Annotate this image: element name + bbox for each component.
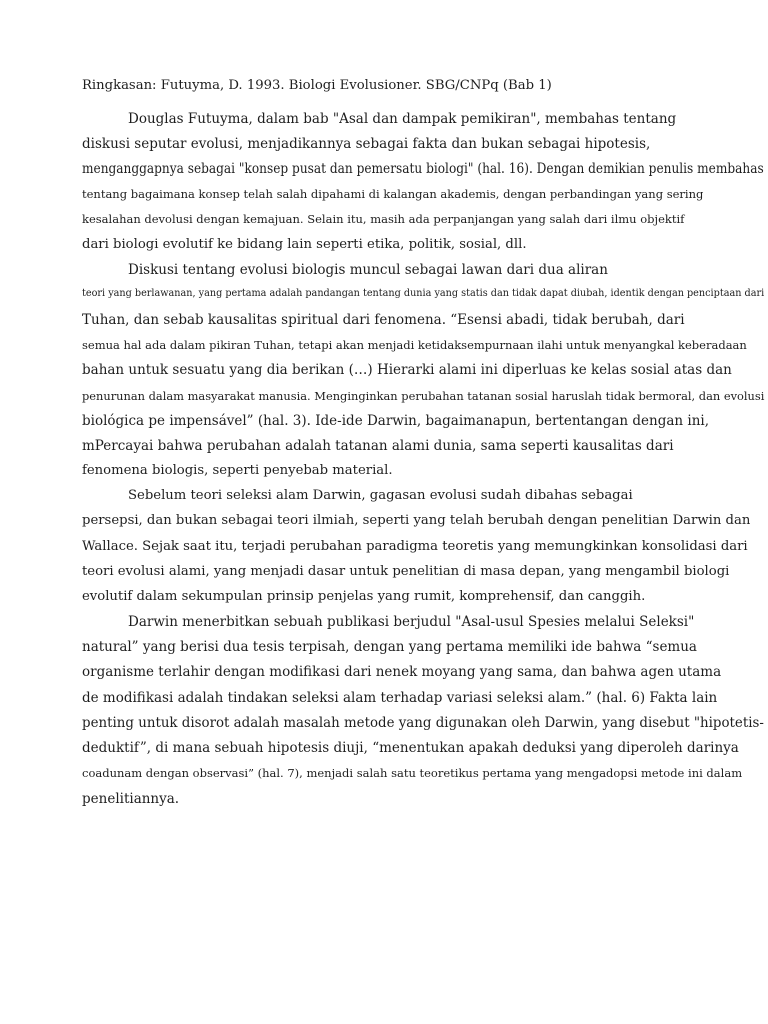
text-line: persepsi, dan bukan sebagai teori ilmiah, seperti yang telah berubah dengan penelitian Darwin dan [82, 513, 751, 528]
text-line: Wallace. Sejak saat itu, terjadi perubahan paradigma teoretis yang memungkinkan konsolidasi dari [82, 539, 748, 554]
text-line: tentang bagaimana konsep telah salah dipahami di kalangan akademis, dengan perbandingan yang sering [82, 187, 704, 201]
text-line: biológica pe impensável” (hal. 3). Ide-ide Darwin, bagaimanapun, bertentangan dengan ini, [82, 413, 710, 429]
text-line: natural” yang berisi dua tesis terpisah, dengan yang pertama memiliki ide bahwa “semua [82, 639, 697, 655]
text-line: Douglas Futuyma, dalam bab "Asal dan dampak pemikiran", membahas tentang [128, 111, 677, 127]
text-line: mPercayai bahwa perubahan adalah tatanan alami dunia, sama seperti kausalitas dari [82, 438, 674, 454]
text-line: penting untuk disorot adalah masalah metode yang digunakan oleh Darwin, yang disebut "hipotetis- [82, 715, 764, 731]
text-line: penelitiannya. [82, 791, 180, 807]
text-line: kesalahan devolusi dengan kemajuan. Selain itu, masih ada perpanjangan yang salah dari ilmu objektif [82, 212, 685, 226]
text-line: menganggapnya sebagai "konsep pusat dan pemersatu biologi" (hal. 16). Dengan demikian penulis membahas [82, 161, 764, 177]
text-line: evolutif dalam sekumpulan prinsip penjelas yang rumit, komprehensif, dan canggih. [82, 589, 646, 604]
text-line: diskusi seputar evolusi, menjadikannya sebagai fakta dan bukan sebagai hipotesis, [82, 136, 651, 152]
text-line: organisme terlahir dengan modifikasi dari nenek moyang yang sama, dan bahwa agen utama [82, 664, 722, 680]
text-line: teori yang berlawanan, yang pertama adalah pandangan tentang dunia yang statis dan tidak dapat diubah, identik dengan penciptaan dari [82, 288, 765, 299]
text-line: bahan untuk sesuatu yang dia berikan (…) Hierarki alami ini diperluas ke kelas sosial atas dan [82, 362, 732, 378]
text-line: coadunam dengan observasi” (hal. 7), menjadi salah satu teoretikus pertama yang mengadopsi metode ini dalam [82, 766, 743, 780]
text-line: penurunan dalam masyarakat manusia. Menginginkan perubahan tatanan sosial haruslah tidak bermoral, dan evolusi [82, 389, 765, 403]
text-line: de modifikasi adalah tindakan seleksi alam terhadap variasi seleksi alam.” (hal. 6) Fakta lain [82, 690, 718, 706]
text-line: Darwin menerbitkan sebuah publikasi berjudul "Asal-usul Spesies melalui Seleksi" [128, 614, 695, 630]
text-line: deduktif”, di mana sebuah hipotesis diuji, “menentukan apakah deduksi yang diperoleh darinya [82, 740, 739, 756]
text-line: semua hal ada dalam pikiran Tuhan, tetapi akan menjadi ketidaksempurnaan ilahi untuk menyangkal keberadaan [82, 338, 747, 352]
text-line: Tuhan, dan sebab kausalitas spiritual dari fenomena. “Esensi abadi, tidak berubah, dari [82, 312, 685, 328]
document-header: Ringkasan: Futuyma, D. 1993. Biologi Evolusioner. SBG/CNPq (Bab 1) [82, 78, 552, 93]
text-line: fenomena biologis, seperti penyebab material. [82, 463, 393, 478]
text-line: Diskusi tentang evolusi biologis muncul sebagai lawan dari dua aliran [128, 262, 608, 278]
text-line: Sebelum teori seleksi alam Darwin, gagasan evolusi sudah dibahas sebagai [128, 488, 633, 503]
text-line: teori evolusi alami, yang menjadi dasar untuk penelitian di masa depan, yang mengambil biologi [82, 564, 730, 579]
text-line: dari biologi evolutif ke bidang lain seperti etika, politik, sosial, dll. [82, 237, 527, 252]
